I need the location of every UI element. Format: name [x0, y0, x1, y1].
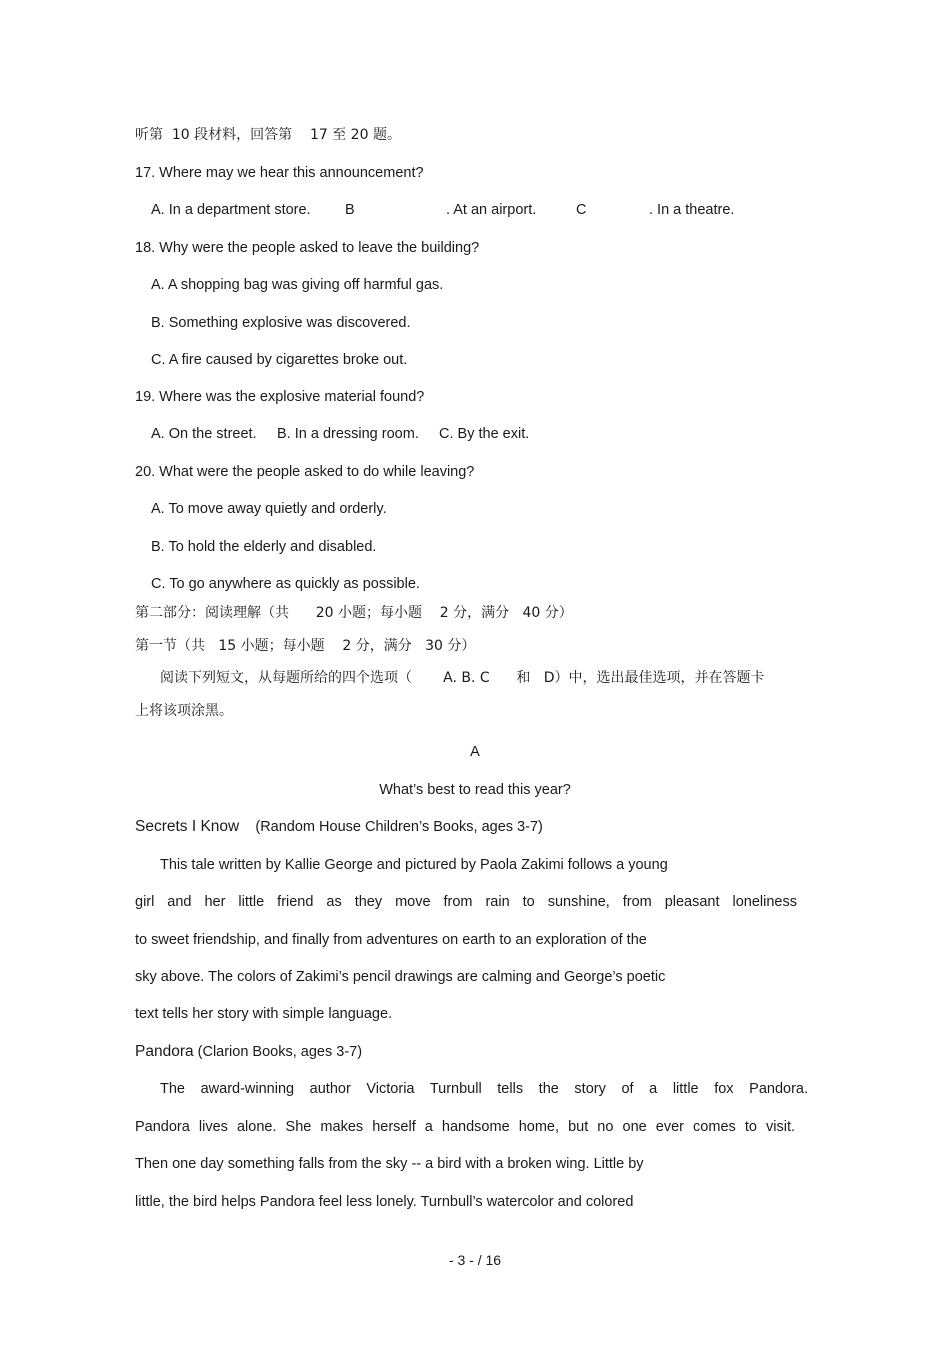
passage-letter: A [470, 744, 480, 760]
question-18-option-a: A. A shopping bag was giving off harmful gas. [151, 277, 444, 293]
question-17-option-c-text: . In a theatre. [649, 202, 735, 218]
question-20-option-a: A. To move away quietly and orderly. [151, 501, 387, 517]
question-19-option-b: B. In a dressing room. [277, 426, 419, 442]
book-1-line-5: text tells her story with simple language. [135, 1006, 393, 1022]
listening-section-header: 听第 10 段材料，回答第 17 至 20 题。 [135, 127, 401, 143]
question-19-stem: 19. Where was the explosive material found? [135, 389, 425, 405]
book-1-line-2: girl and her little friend as they move from rain to sunshine, from pleasant loneliness [135, 894, 797, 910]
book-1-line-3: to sweet friendship, and finally from adventures on earth to an exploration of the [135, 932, 647, 948]
book-2-line-4: little, the bird helps Pandora feel less lonely. Turnbull’s watercolor and colored [135, 1194, 634, 1210]
book-2-heading [135, 1043, 362, 1061]
question-20-stem: 20. What were the people asked to do while leaving? [135, 464, 475, 480]
part-2-header: 第二部分：阅读理解（共 20 小题；每小题 2 分，满分 40 分） [135, 605, 573, 621]
book-1-heading [135, 818, 543, 836]
question-18-stem: 18. Why were the people asked to leave the building? [135, 240, 480, 256]
book-1-line-4: sky above. The colors of Zakimi’s pencil drawings are calming and George’s poetic [135, 969, 666, 985]
book-1-line-1: This tale written by Kallie George and pictured by Paola Zakimi follows a young [160, 857, 668, 873]
question-18-option-b: B. Something explosive was discovered. [151, 315, 411, 331]
section-1-header: 第一节（共 15 小题；每小题 2 分，满分 30 分） [135, 638, 476, 654]
book-1-info: (Random House Children’s Books, ages 3-7) [255, 819, 543, 835]
question-17-option-a: A. In a department store. [151, 202, 311, 218]
question-17-option-b-letter: B [345, 202, 355, 218]
book-2-line-2: Pandora lives alone. She makes herself a handsome home, but no one ever comes to visit. [135, 1119, 795, 1135]
page-number: - 3 - / 16 [448, 1252, 502, 1268]
book-2-line-1: The award-winning author Victoria Turnbull tells the story of a little fox Pandora. [160, 1081, 808, 1097]
passage-title: What’s best to read this year? [379, 782, 571, 798]
book-2-line-3: Then one day something falls from the sky -- a bird with a broken wing. Little by [135, 1156, 644, 1172]
question-20-option-c: C. To go anywhere as quickly as possible. [151, 576, 420, 592]
question-20-option-b: B. To hold the elderly and disabled. [151, 539, 377, 555]
book-1-name: Secrets I Know [135, 818, 240, 835]
question-18-option-c: C. A fire caused by cigarettes broke out. [151, 352, 408, 368]
question-17-option-c-letter: C [576, 202, 587, 218]
instructions-line-2: 上将该项涂黑。 [135, 703, 233, 719]
instructions-line-1: 阅读下列短文，从每题所给的四个选项（ A. B. C 和 D）中，选出最佳选项，并在答题卡 [160, 670, 765, 686]
book-2-name: Pandora [135, 1043, 194, 1060]
question-17-stem: 17. Where may we hear this announcement? [135, 165, 424, 181]
question-17-option-b-text: . At an airport. [446, 202, 537, 218]
question-19-option-a: A. On the street. [151, 426, 257, 442]
question-19-option-c: C. By the exit. [439, 426, 530, 442]
book-2-info: (Clarion Books, ages 3-7) [197, 1044, 363, 1060]
